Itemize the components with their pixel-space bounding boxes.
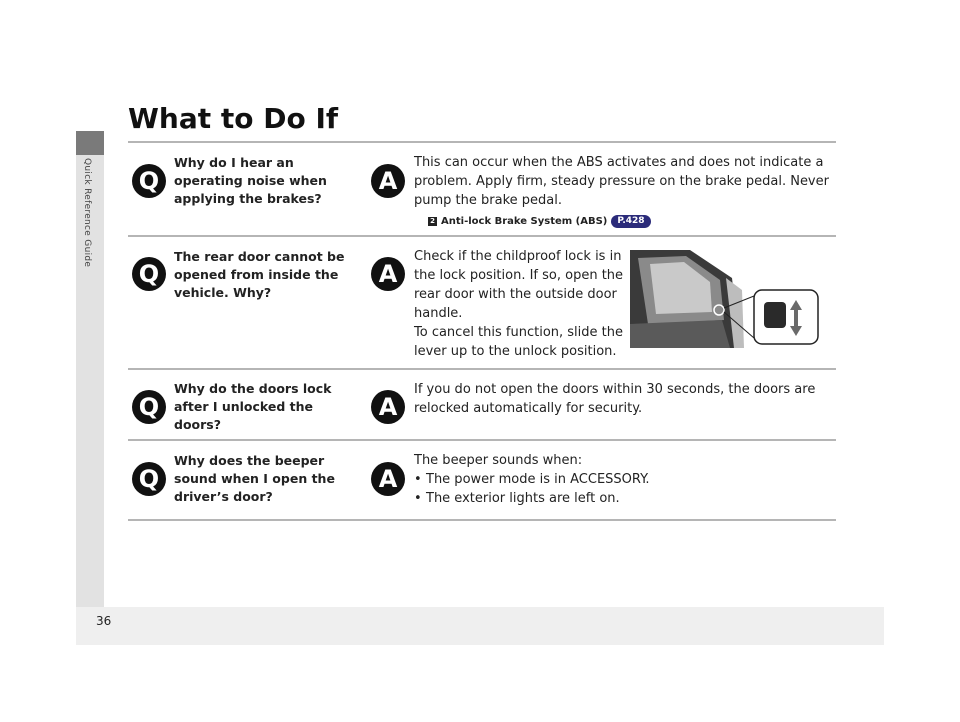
answer-text: To cancel this function, slide the lever up to the unlock position.: [414, 325, 623, 359]
title-rule: [128, 141, 836, 143]
section-divider: [128, 439, 836, 441]
question-text: The rear door cannot be opened from inside the vehicle. Why?: [174, 249, 345, 300]
answer-text: Check if the childproof lock is in the lock position. If so, open the rear door with the outside door handle.: [414, 249, 624, 321]
cross-reference-label: Anti-lock Brake System (ABS): [441, 216, 608, 227]
answer-block: [414, 380, 834, 418]
page-reference-link[interactable]: P.428: [611, 215, 650, 228]
question-text: Why do I hear an operating noise when applying the brakes?: [174, 155, 327, 206]
question-badge-icon: Q: [132, 164, 166, 198]
reference-arrow-icon: 2: [428, 217, 437, 226]
page-number: 36: [96, 614, 112, 628]
answer-block: [414, 153, 834, 231]
rear-door-childproof-lock-illustration: [630, 250, 822, 348]
side-tab-marker: [76, 131, 104, 155]
answer-bullet-list: [414, 470, 834, 508]
section-divider: [128, 519, 836, 521]
section-divider: [128, 368, 836, 370]
answer-text: The beeper sounds when:: [414, 453, 583, 468]
question-badge-icon: Q: [132, 462, 166, 496]
answer-badge-icon: A: [371, 390, 405, 424]
list-item: • The power mode is in ACCESSORY.: [414, 470, 834, 489]
answer-block: [414, 247, 626, 361]
page-title: What to Do If: [128, 102, 339, 135]
answer-text: If you do not open the doors within 30 seconds, the doors are relocked automatically for security.: [414, 382, 816, 416]
section-divider: [128, 235, 836, 237]
side-tab-label: Quick Reference Guide: [82, 158, 92, 268]
question-text: Why does the beeper sound when I open the driver’s door?: [174, 453, 335, 504]
answer-badge-icon: A: [371, 257, 405, 291]
cross-reference[interactable]: [428, 212, 834, 231]
question-badge-icon: Q: [132, 257, 166, 291]
list-item: • The exterior lights are left on.: [414, 489, 834, 508]
question-badge-icon: Q: [132, 390, 166, 424]
answer-badge-icon: A: [371, 462, 405, 496]
answer-badge-icon: A: [371, 164, 405, 198]
answer-block: [414, 451, 834, 508]
answer-text: This can occur when the ABS activates and does not indicate a problem. Apply firm, steady pressure on the brake pedal. Never pump the brake pedal.: [414, 155, 829, 208]
question-text: Why do the doors lock after I unlocked the doors?: [174, 381, 332, 432]
